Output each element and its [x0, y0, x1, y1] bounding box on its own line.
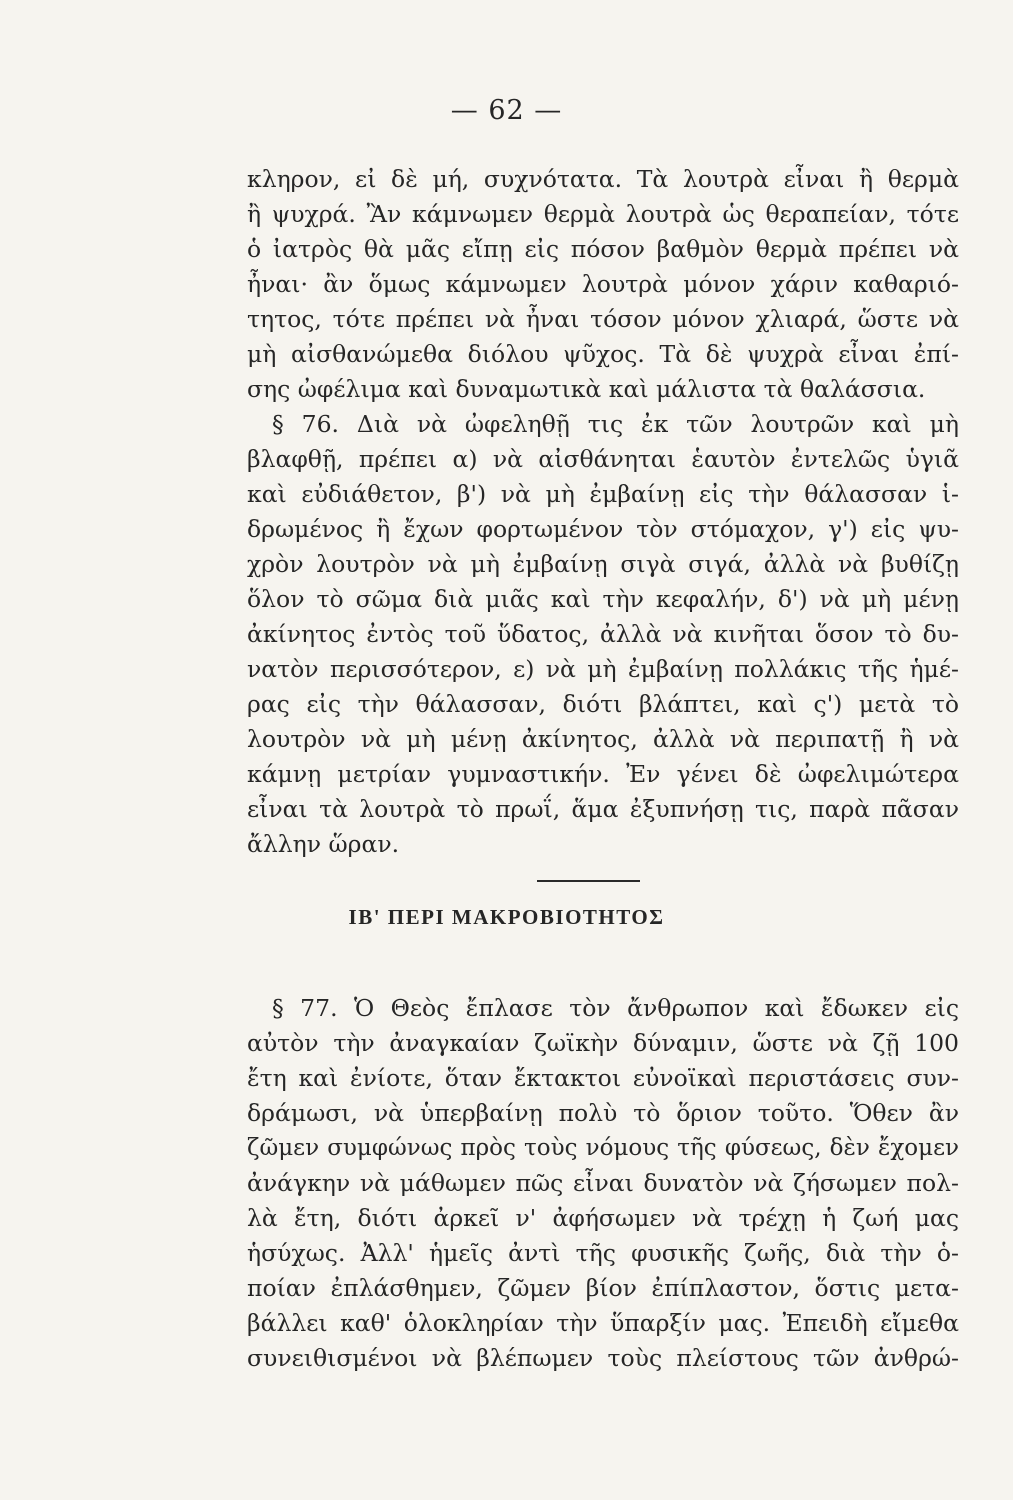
text-line: ζῶμεν συμφώνως πρὸς τοὺς νόμους τῆς φύσεως, δὲν ἔχομεν: [247, 1135, 959, 1161]
text-line: βλαφθῇ, πρέπει α) νὰ αἰσθάνηται ἑαυτὸν ἐντελῶς ὑγιᾶ: [247, 445, 959, 473]
text-line: § 77. Ὁ Θεὸς ἔπλασε τὸν ἄνθρωπον καὶ ἔδωκεν εἰς: [272, 994, 959, 1022]
text-line: ἦναι· ἂν ὅμως κάμνωμεν λουτρὰ μόνον χάριν καθαριό-: [247, 270, 959, 298]
text-line: βάλλει καθ' ὁλοκληρίαν τὴν ὕπαρξίν μας. Ἐπειδὴ εἴμεθα: [247, 1309, 959, 1337]
section-divider: [537, 880, 640, 882]
text-line: ρας εἰς τὴν θάλασσαν, διότι βλάπτει, καὶ ς') μετὰ τὸ: [247, 690, 959, 718]
text-line: τητος, τότε πρέπει νὰ ἦναι τόσον μόνον χλιαρά, ὥστε νὰ: [247, 305, 959, 333]
text-line: εἶναι τὰ λουτρὰ τὸ πρωΐ, ἅμα ἐξυπνήσῃ τις, παρὰ πᾶσαν: [247, 795, 959, 823]
text-line: μὴ αἰσθανώμεθα διόλου ψῦχος. Τὰ δὲ ψυχρὰ εἶναι ἐπί-: [247, 340, 959, 368]
text-line: κάμνῃ μετρίαν γυμναστικήν. Ἐν γένει δὲ ὠφελιμώτερα: [247, 760, 959, 788]
text-line: συνειθισμένοι νὰ βλέπωμεν τοὺς πλείστους τῶν ἀνθρώ-: [247, 1344, 959, 1372]
text-line: κληρον, εἰ δὲ μή, συχνότατα. Τὰ λουτρὰ εἶναι ἢ θερμὰ: [247, 165, 959, 193]
text-line: αὐτὸν τὴν ἀναγκαίαν ζωϊκὴν δύναμιν, ὥστε νὰ ζῇ 100: [247, 1029, 959, 1057]
text-line: § 76. Διὰ νὰ ὠφεληθῇ τις ἐκ τῶν λουτρῶν καὶ μὴ: [272, 410, 959, 438]
page-number: — 62 —: [450, 95, 563, 126]
text-line: δράμωσι, νὰ ὑπερβαίνῃ πολὺ τὸ ὅριον τοῦτο. Ὅθεν ἂν: [247, 1099, 959, 1127]
text-line: δρωμένος ἢ ἔχων φορτωμένον τὸν στόμαχον, γ') εἰς ψυ-: [247, 515, 959, 543]
text-line: λὰ ἔτη, διότι ἀρκεῖ ν' ἀφήσωμεν νὰ τρέχῃ ἡ ζωή μας: [247, 1204, 959, 1232]
text-line: ἀκίνητος ἐντὸς τοῦ ὕδατος, ἀλλὰ νὰ κινῆται ὅσον τὸ δυ-: [247, 620, 959, 648]
text-line: ὅλον τὸ σῶμα διὰ μιᾶς καὶ τὴν κεφαλήν, δ') νὰ μὴ μένῃ: [247, 585, 959, 613]
text-line: ὁ ἰατρὸς θὰ μᾶς εἴπῃ εἰς πόσον βαθμὸν θερμὰ πρέπει νὰ: [247, 235, 959, 263]
section-heading: ΙΒ' ΠΕΡΙ ΜΑΚΡΟΒΙΟΤΗΤΟΣ: [348, 905, 665, 929]
text-line: ἀνάγκην νὰ μάθωμεν πῶς εἶναι δυνατὸν νὰ ζήσωμεν πολ-: [247, 1169, 959, 1197]
text-line: ποίαν ἐπλάσθημεν, ζῶμεν βίον ἐπίπλαστον, ὅστις μετα-: [247, 1274, 959, 1302]
text-line: ἄλλην ὥραν.: [247, 830, 400, 858]
text-line: νατὸν περισσότερον, ε) νὰ μὴ ἐμβαίνῃ πολλάκις τῆς ἡμέ-: [247, 655, 959, 683]
text-line: σης ὠφέλιμα καὶ δυναμωτικὰ καὶ μάλιστα τὰ θαλάσσια.: [247, 375, 926, 403]
text-line: ἡσύχως. Ἀλλ' ἡμεῖς ἀντὶ τῆς φυσικῆς ζωῆς, διὰ τὴν ὁ-: [247, 1239, 959, 1267]
text-line: λουτρὸν νὰ μὴ μένῃ ἀκίνητος, ἀλλὰ νὰ περιπατῇ ἢ νὰ: [247, 725, 959, 753]
text-line: χρὸν λουτρὸν νὰ μὴ ἐμβαίνῃ σιγὰ σιγά, ἀλλὰ νὰ βυθίζῃ: [247, 550, 959, 578]
text-line: ἢ ψυχρά. Ἂν κάμνωμεν θερμὰ λουτρὰ ὡς θεραπείαν, τότε: [247, 200, 959, 228]
text-line: καὶ εὐδιάθετον, β') νὰ μὴ ἐμβαίνῃ εἰς τὴν θάλασσαν ἱ-: [247, 480, 959, 508]
text-line: ἔτη καὶ ἐνίοτε, ὅταν ἔκτακτοι εὐνοϊκαὶ περιστάσεις συν-: [247, 1064, 959, 1092]
